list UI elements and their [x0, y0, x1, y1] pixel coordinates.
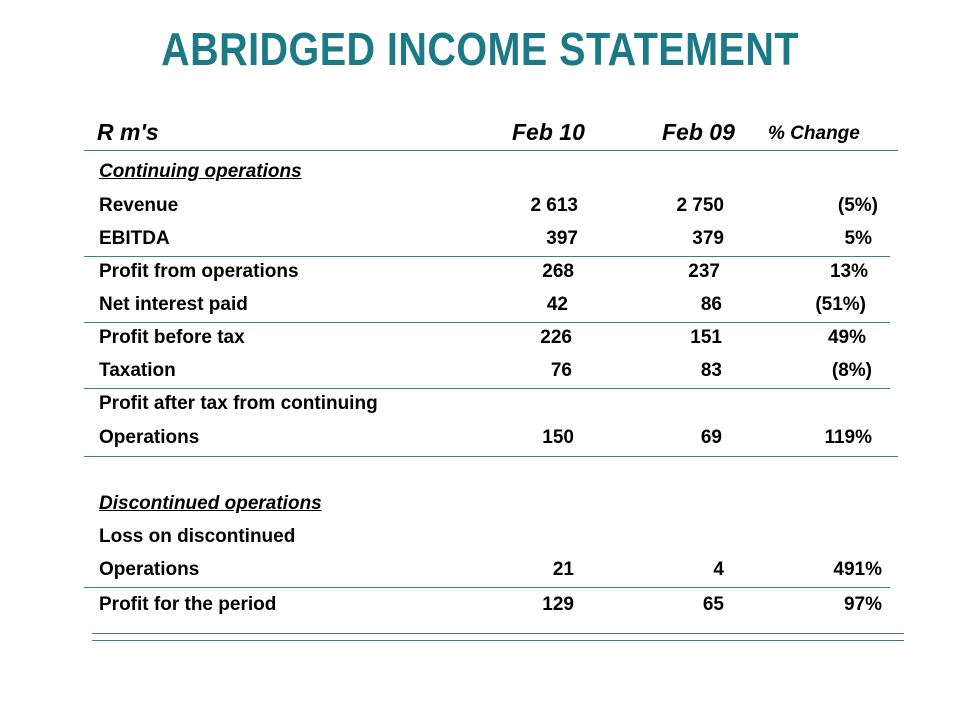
page-title: ABRIDGED INCOME STATEMENT [161, 23, 799, 75]
value-change: 5% [844, 228, 872, 249]
value-feb09: 4 [713, 559, 724, 580]
value-change: (8%) [831, 360, 872, 381]
row-label: Profit for the period [99, 594, 277, 615]
value-change: 119% [824, 427, 872, 448]
section-heading-discontinued [0, 493, 960, 523]
value-change: 49% [827, 327, 866, 348]
value-feb09: 83 [700, 360, 722, 381]
table-row [0, 327, 960, 357]
value-feb09: 65 [702, 594, 724, 615]
table-row [0, 360, 960, 390]
row-divider [84, 256, 890, 257]
value-feb10: 397 [546, 228, 578, 249]
units-header: R m's [97, 119, 159, 145]
table-row [0, 427, 960, 457]
value-change: (5%) [837, 195, 878, 216]
row-divider [84, 587, 890, 588]
value-feb09: 2 750 [676, 195, 724, 216]
value-change: 13% [829, 261, 868, 282]
value-feb09: 237 [688, 261, 720, 282]
value-feb09: 151 [690, 327, 722, 348]
section-label: Continuing operations [99, 161, 302, 182]
value-change: 97% [843, 594, 882, 615]
value-change: (51%) [815, 294, 866, 315]
value-feb10: 2 613 [530, 195, 578, 216]
row-label: Profit after tax from continuing [99, 393, 378, 414]
table-row [0, 526, 960, 556]
row-label: EBITDA [99, 228, 170, 249]
table-row [0, 228, 960, 258]
value-feb10: 129 [542, 594, 574, 615]
column-header-change: % Change [768, 123, 860, 144]
value-feb10: 76 [550, 360, 572, 381]
value-feb10: 21 [552, 559, 574, 580]
row-label: Loss on discontinued [99, 526, 296, 547]
table-row [0, 261, 960, 291]
column-header-feb10: Feb 10 [512, 119, 585, 145]
row-label: Revenue [99, 195, 179, 216]
table-row [0, 559, 960, 589]
value-feb09: 379 [692, 228, 724, 249]
value-feb10: 42 [546, 294, 568, 315]
value-feb10: 226 [540, 327, 572, 348]
total-double-rule-top [92, 633, 904, 634]
value-feb09: 86 [700, 294, 722, 315]
value-feb10: 268 [542, 261, 574, 282]
section-heading-continuing [0, 161, 960, 191]
row-label: Operations [99, 427, 200, 448]
row-label: Net interest paid [99, 294, 248, 315]
column-header-feb09: Feb 09 [662, 119, 735, 145]
value-feb09: 69 [700, 427, 722, 448]
section-label: Discontinued operations [99, 493, 322, 514]
table-row [0, 294, 960, 324]
row-divider [84, 388, 890, 389]
table-row [0, 594, 960, 624]
table-row [0, 195, 960, 225]
row-label: Profit from operations [99, 261, 299, 282]
header-divider [84, 150, 898, 151]
total-double-rule-bottom [92, 640, 904, 641]
value-change: 491% [833, 559, 882, 580]
row-label: Operations [99, 559, 200, 580]
row-label: Taxation [99, 360, 176, 381]
value-feb10: 150 [542, 427, 574, 448]
table-row [0, 393, 960, 423]
row-label: Profit before tax [99, 327, 245, 348]
row-divider [84, 456, 898, 457]
row-divider [84, 322, 890, 323]
